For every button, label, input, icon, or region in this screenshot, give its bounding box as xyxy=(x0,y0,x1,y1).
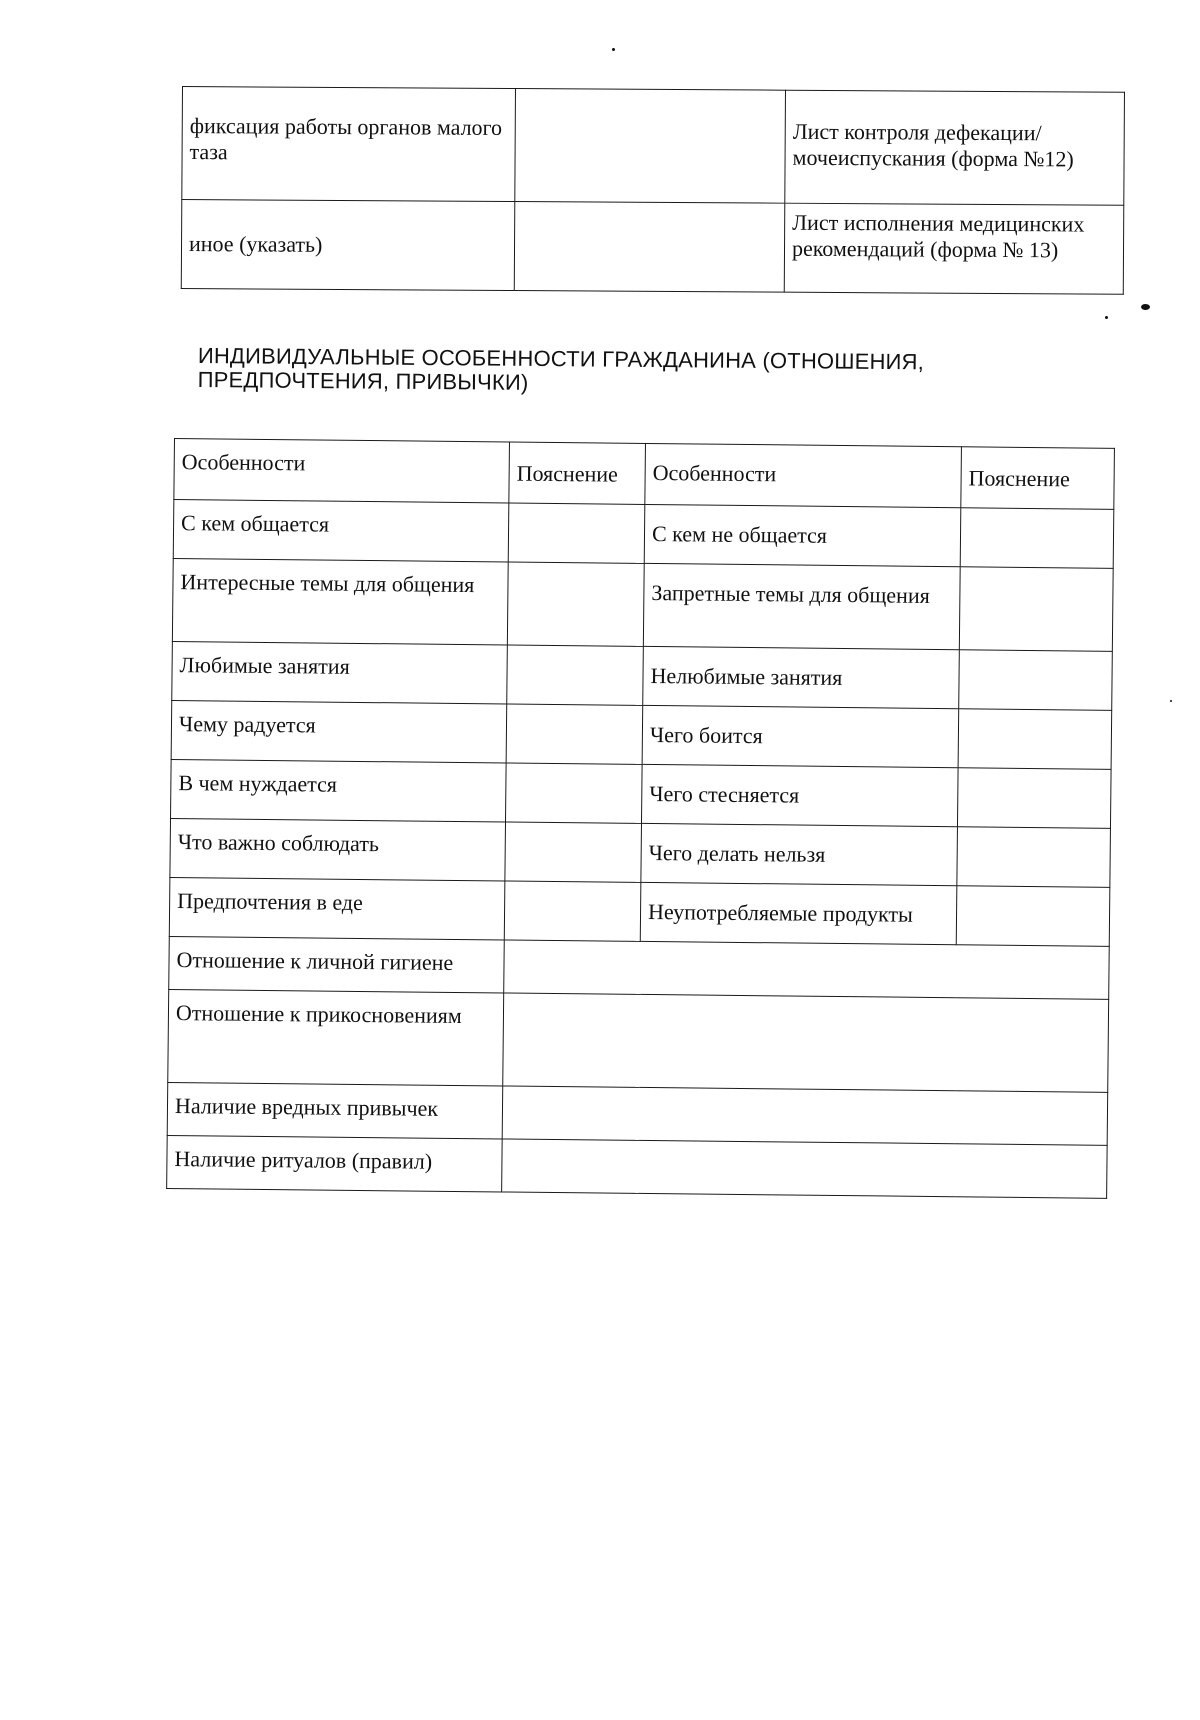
table-row xyxy=(173,500,1114,569)
feature-right-cell: Запретные темы для общения xyxy=(643,563,960,649)
feature-left-cell: В чем нуждается xyxy=(171,759,507,822)
explain-right-cell[interactable] xyxy=(956,886,1110,947)
feature-left-cell: Любимые занятия xyxy=(172,641,508,704)
explain-left-cell[interactable] xyxy=(507,562,644,646)
care-form-cell: Лист исполнения медицинских рекомендаций (форма № 13) xyxy=(784,203,1124,294)
wide-value-cell[interactable] xyxy=(502,1139,1108,1198)
scan-speck xyxy=(612,48,615,51)
explain-left-cell[interactable] xyxy=(506,704,643,764)
scan-speck xyxy=(1105,316,1108,319)
feature-left-cell: Предпочтения в еде xyxy=(169,877,505,940)
wide-value-cell[interactable] xyxy=(502,1086,1108,1145)
table-row xyxy=(170,818,1111,887)
table-row xyxy=(171,700,1112,769)
feature-right-cell: Нелюбимые занятия xyxy=(643,646,960,708)
scan-speck xyxy=(1141,304,1150,310)
feature-left-cell: Что важно соблюдать xyxy=(170,818,506,881)
feature-left-cell: С кем общается xyxy=(173,500,509,563)
care-blank-cell[interactable] xyxy=(515,89,786,204)
table-row xyxy=(181,200,1124,295)
table-row xyxy=(169,936,1110,999)
explain-left-cell[interactable] xyxy=(504,881,641,941)
explain-left-cell[interactable] xyxy=(505,822,642,882)
header-feature-left: Особенности xyxy=(174,439,510,504)
wide-label-cell: Наличие ритуалов (правил) xyxy=(167,1135,503,1192)
table-row xyxy=(172,641,1113,710)
explain-right-cell[interactable] xyxy=(959,567,1113,652)
feature-right-cell: Чего делать нельзя xyxy=(641,823,958,885)
table-row xyxy=(169,877,1110,946)
scan-speck xyxy=(1170,700,1172,702)
table-header-row xyxy=(174,439,1115,510)
explain-right-cell[interactable] xyxy=(958,709,1112,770)
header-explain-left: Пояснение xyxy=(509,442,646,504)
explain-left-cell[interactable] xyxy=(505,763,642,823)
care-item-cell: фиксация работы органов малого таза xyxy=(182,87,516,202)
table-row xyxy=(172,558,1113,651)
wide-label-cell: Отношение к прикосновениям xyxy=(168,989,504,1086)
feature-left-cell: Чему радуется xyxy=(171,700,507,763)
table-row xyxy=(171,759,1112,828)
explain-right-cell[interactable] xyxy=(957,827,1111,888)
section-title: ИНДИВИДУАЛЬНЫЕ ОСОБЕННОСТИ ГРАЖДАНИНА (ОТНОШЕНИЯ, ПРЕДПОЧТЕНИЯ, ПРИВЫЧКИ) xyxy=(197,343,925,395)
table-row xyxy=(167,1135,1108,1198)
feature-left-cell: Интересные темы для общения xyxy=(172,558,508,645)
individual-features-table xyxy=(166,438,1115,1199)
care-forms-table xyxy=(181,86,1125,295)
table-row xyxy=(182,87,1125,206)
feature-right-cell: Чего боится xyxy=(642,705,959,767)
care-item-cell: иное (указать) xyxy=(181,200,515,291)
wide-value-cell[interactable] xyxy=(503,993,1109,1092)
care-blank-cell[interactable] xyxy=(514,202,785,293)
care-form-cell: Лист контроля дефекации/мочеиспускания (форма №12) xyxy=(785,90,1125,205)
feature-right-cell: С кем не общается xyxy=(644,504,961,566)
explain-right-cell[interactable] xyxy=(960,508,1114,569)
explain-right-cell[interactable] xyxy=(959,650,1113,711)
explain-left-cell[interactable] xyxy=(508,503,645,563)
feature-right-cell: Неупотребляемые продукты xyxy=(640,882,957,944)
wide-label-cell: Наличие вредных привычек xyxy=(167,1082,503,1139)
wide-value-cell[interactable] xyxy=(504,940,1110,999)
table-row xyxy=(167,1082,1108,1145)
wide-label-cell: Отношение к личной гигиене xyxy=(169,936,505,993)
table-row xyxy=(168,989,1109,1092)
header-feature-right: Особенности xyxy=(645,443,962,507)
header-explain-right: Пояснение xyxy=(961,447,1115,510)
explain-left-cell[interactable] xyxy=(507,645,644,705)
feature-right-cell: Чего стесняется xyxy=(641,764,958,826)
explain-right-cell[interactable] xyxy=(957,768,1111,829)
